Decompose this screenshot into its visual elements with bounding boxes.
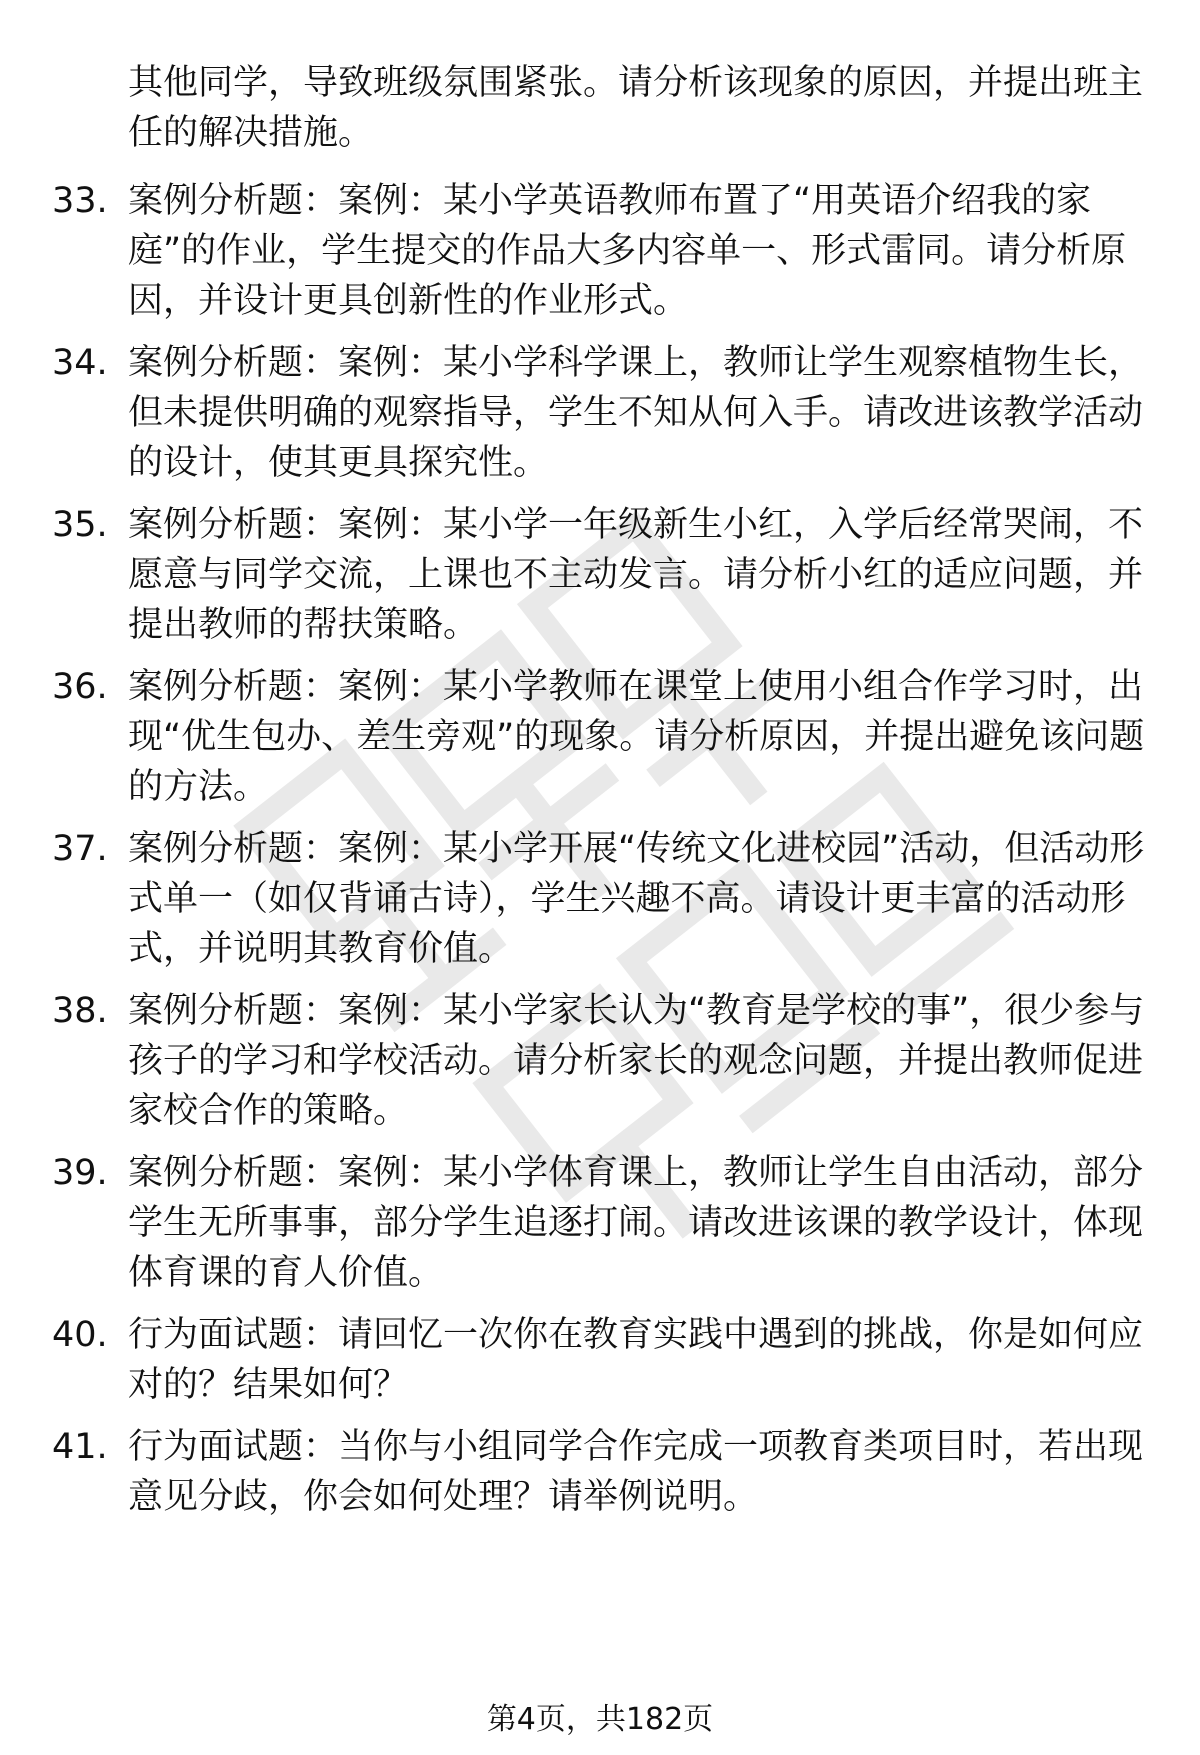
question-39 [52,1148,1148,1298]
question-35 [52,500,1148,650]
question-number: 39. [52,1153,108,1193]
question-number: 34. [52,343,108,383]
question-38 [52,986,1148,1136]
question-number: 41. [52,1427,108,1467]
question-text: 案例分析题：案例：某小学科学课上，教师让学生观察植物生长，但未提供明确的观察指导，学生不知从何入手。请改进该教学活动的设计，使其更具探究性。 [128,343,1144,483]
question-number: 37. [52,829,108,869]
question-text: 案例分析题：案例：某小学一年级新生小红，入学后经常哭闹，不愿意与同学交流，上课也不主动发言。请分析小红的适应问题，并提出教师的帮扶策略。 [128,505,1144,645]
continuation-text: 其他同学，导致班级氛围紧张。请分析该现象的原因，并提出班主任的解决措施。 [128,63,1144,153]
question-36 [52,662,1148,812]
question-number: 40. [52,1315,108,1355]
question-37 [52,824,1148,974]
question-text: 案例分析题：案例：某小学英语教师布置了“用英语介绍我的家庭”的作业，学生提交的作品大多内容单一、形式雷同。请分析原因，并设计更具创新性的作业形式。 [128,181,1127,321]
question-text: 案例分析题：案例：某小学体育课上，教师让学生自由活动，部分学生无所事事，部分学生追逐打闹。请改进该课的教学设计，体现体育课的育人价值。 [128,1153,1144,1293]
question-text: 行为面试题：请回忆一次你在教育实践中遇到的挑战，你是如何应对的？结果如何？ [128,1315,1144,1405]
page-footer: 第4页，共182页 [486,1702,714,1737]
question-34 [52,338,1148,488]
question-text: 行为面试题：当你与小组同学合作完成一项教育类项目时，若出现意见分歧，你会如何处理？请举例说明。 [128,1427,1144,1517]
question-number: 35. [52,505,108,545]
question-text: 案例分析题：案例：某小学开展“传统文化进校园”活动，但活动形式单一（如仅背诵古诗），学生兴趣不高。请设计更丰富的活动形式，并说明其教育价值。 [128,829,1145,969]
question-number: 33. [52,181,108,221]
question-40 [52,1310,1148,1410]
question-text: 案例分析题：案例：某小学教师在课堂上使用小组合作学习时，出现“优生包办、差生旁观”的现象。请分析原因，并提出避免该问题的方法。 [128,667,1145,807]
question-text: 案例分析题：案例：某小学家长认为“教育是学校的事”，很少参与孩子的学习和学校活动。请分析家长的观念问题，并提出教师促进家校合作的策略。 [128,991,1145,1131]
question-number: 36. [52,667,108,707]
question-33 [52,176,1148,326]
question-41 [52,1422,1148,1522]
question-number: 38. [52,991,108,1031]
